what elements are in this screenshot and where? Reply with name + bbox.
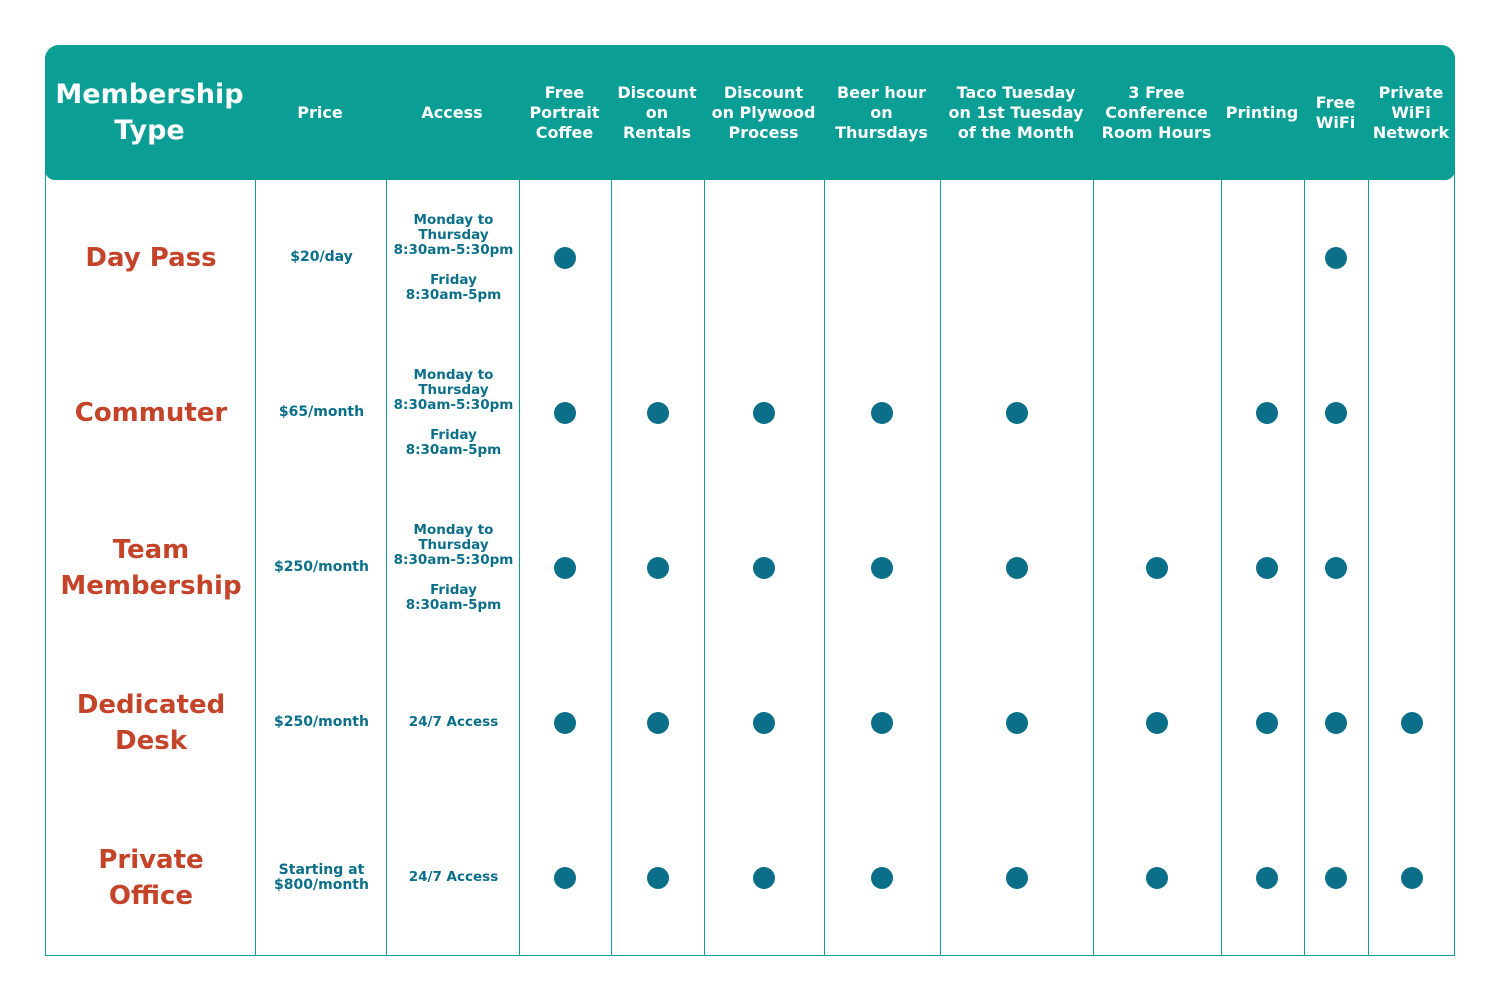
- membership-type-name: Day Pass: [85, 242, 217, 273]
- header-membership-type: Membership Type: [55, 78, 244, 146]
- included-dot-discount-rentals: [647, 867, 669, 889]
- membership-type-name: Team Membership: [60, 534, 242, 601]
- included-dot-free-wifi: [1325, 557, 1347, 579]
- included-dot-conference-hours: [1146, 867, 1168, 889]
- header-feature-free-portrait-coffee: Free Portrait Coffee: [529, 82, 600, 142]
- access-hours-weekdays: Monday to Thursday 8:30am-5:30pm: [393, 211, 514, 258]
- included-dot-beer-hour: [871, 402, 893, 424]
- included-dot-private-wifi: [1401, 867, 1423, 889]
- included-dot-discount-plywood: [753, 712, 775, 734]
- included-dot-free-wifi: [1325, 867, 1347, 889]
- membership-price: Starting at $800/month: [274, 861, 369, 893]
- included-dot-discount-rentals: [647, 712, 669, 734]
- membership-access: [387, 645, 520, 800]
- access-hours-weekdays: Monday to Thursday 8:30am-5:30pm: [393, 366, 514, 413]
- included-dot-discount-plywood: [753, 867, 775, 889]
- header-feature-beer-hour: Beer hour on Thursdays: [835, 82, 928, 142]
- included-dot-taco-tuesday: [1006, 867, 1028, 889]
- header-feature-discount-rentals: Discount on Rentals: [617, 82, 697, 142]
- included-dot-printing: [1256, 867, 1278, 889]
- access-hours-weekdays: Monday to Thursday 8:30am-5:30pm: [393, 521, 514, 568]
- included-dot-taco-tuesday: [1006, 712, 1028, 734]
- table-row: [46, 645, 1456, 800]
- included-dot-discount-plywood: [753, 402, 775, 424]
- included-dot-free-portrait-coffee: [554, 402, 576, 424]
- membership-type-name: Private Office: [98, 844, 204, 911]
- included-dot-free-portrait-coffee: [554, 247, 576, 269]
- membership-access: [387, 800, 520, 955]
- header-access: Access: [421, 102, 483, 122]
- included-dot-taco-tuesday: [1006, 402, 1028, 424]
- membership-access: [387, 335, 520, 490]
- included-dot-conference-hours: [1146, 557, 1168, 579]
- included-dot-free-portrait-coffee: [554, 557, 576, 579]
- table-header: [45, 45, 1455, 180]
- table-row: [46, 490, 1456, 645]
- included-dot-beer-hour: [871, 557, 893, 579]
- included-dot-taco-tuesday: [1006, 557, 1028, 579]
- included-dot-beer-hour: [871, 867, 893, 889]
- included-dot-printing: [1256, 402, 1278, 424]
- membership-table: [45, 45, 1455, 956]
- header-feature-conference-hours: 3 Free Conference Room Hours: [1101, 82, 1212, 142]
- membership-access: [387, 180, 520, 335]
- header-feature-printing: Printing: [1225, 102, 1299, 122]
- included-dot-free-wifi: [1325, 247, 1347, 269]
- header-feature-private-wifi: Private WiFi Network: [1372, 82, 1450, 142]
- membership-price: $250/month: [274, 559, 369, 575]
- included-dot-discount-rentals: [647, 402, 669, 424]
- included-dot-printing: [1256, 557, 1278, 579]
- membership-price: $65/month: [278, 404, 365, 420]
- included-dot-conference-hours: [1146, 712, 1168, 734]
- included-dot-free-portrait-coffee: [554, 867, 576, 889]
- membership-type-name: Commuter: [74, 397, 228, 428]
- included-dot-private-wifi: [1401, 712, 1423, 734]
- included-dot-printing: [1256, 712, 1278, 734]
- included-dot-beer-hour: [871, 712, 893, 734]
- access-hours: 24/7 Access: [408, 869, 499, 885]
- membership-access: [387, 490, 520, 645]
- header-price: Price: [297, 102, 343, 122]
- access-hours-friday: Friday 8:30am-5pm: [405, 271, 502, 303]
- table-row: [46, 180, 1456, 335]
- header-feature-free-wifi: Free WiFi: [1315, 92, 1356, 132]
- access-hours-friday: Friday 8:30am-5pm: [405, 581, 502, 613]
- included-dot-free-portrait-coffee: [554, 712, 576, 734]
- table-row: [46, 800, 1456, 955]
- membership-price: $250/month: [274, 714, 369, 730]
- table-row: [46, 335, 1456, 490]
- included-dot-discount-rentals: [647, 557, 669, 579]
- header-feature-discount-plywood: Discount on Plywood Process: [711, 82, 816, 142]
- header-feature-taco-tuesday: Taco Tuesday on 1st Tuesday of the Month: [948, 82, 1084, 142]
- included-dot-free-wifi: [1325, 712, 1347, 734]
- included-dot-free-wifi: [1325, 402, 1347, 424]
- included-dot-discount-plywood: [753, 557, 775, 579]
- access-hours: 24/7 Access: [408, 714, 499, 730]
- membership-type-name: Dedicated Desk: [76, 689, 226, 756]
- membership-price: $20/day: [290, 249, 353, 265]
- access-hours-friday: Friday 8:30am-5pm: [405, 426, 502, 458]
